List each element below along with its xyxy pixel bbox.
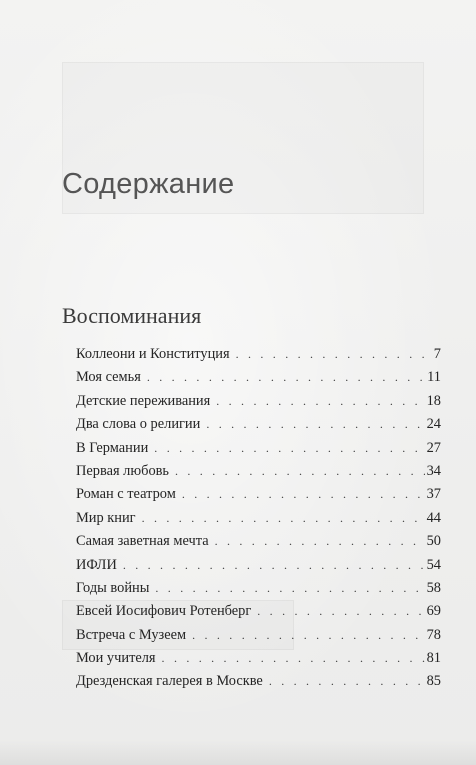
toc-entry [76, 600, 441, 623]
toc-entry-title: Самая заветная мечта [76, 533, 209, 550]
toc-entry-page: 37 [426, 486, 441, 503]
toc-entry-title: В Германии [76, 439, 149, 456]
toc-entry [76, 507, 441, 530]
toc-entry-page: 24 [426, 416, 441, 433]
toc-entry-page: 44 [426, 509, 441, 526]
toc-entry-page: 18 [426, 392, 441, 409]
dot-leader [215, 530, 425, 553]
dot-leader [236, 343, 432, 366]
toc-entry [76, 343, 441, 366]
dot-leader [154, 437, 424, 460]
toc-entry-title: Два слова о религии [76, 416, 201, 433]
toc-entry-title: Мои учителя [76, 650, 156, 667]
toc-entry-page: 81 [426, 650, 441, 667]
dot-leader [142, 507, 425, 530]
dot-leader [216, 390, 424, 413]
toc-entry [76, 647, 441, 670]
toc-entry-page: 85 [426, 673, 441, 690]
page-bottom-shadow [0, 739, 476, 765]
toc-entry-title: ИФЛИ [76, 556, 117, 573]
dot-leader [147, 366, 425, 389]
toc-entry [76, 624, 441, 647]
toc-entry-page: 50 [426, 533, 441, 550]
toc-entry-page: 11 [427, 369, 441, 386]
toc-entry [76, 390, 441, 413]
toc-entry-title: Детские переживания [76, 392, 211, 409]
dot-leader [206, 413, 424, 436]
toc-entry-page: 69 [426, 603, 441, 620]
dot-leader [182, 483, 425, 506]
toc-entry-page: 34 [426, 462, 441, 479]
dot-leader [257, 600, 424, 623]
toc-entry-title: Первая любовь [76, 462, 169, 479]
dot-leader [162, 647, 425, 670]
toc-entry [76, 366, 441, 389]
toc-entry [76, 554, 441, 577]
toc-entry-title: Коллеони и Конституция [76, 346, 230, 362]
toc-entry [76, 437, 441, 460]
toc-entry [76, 530, 441, 553]
toc-entry-title: Роман с театром [76, 486, 176, 503]
toc-entry-title: Годы войны [76, 579, 150, 596]
toc-entry [76, 460, 441, 483]
dot-leader [269, 670, 425, 693]
toc-entry-title: Дрезденская галерея в Москве [76, 673, 263, 690]
dot-leader [175, 460, 425, 483]
toc-entry-page: 78 [426, 626, 441, 643]
dot-leader [192, 624, 425, 647]
dot-leader [155, 577, 424, 600]
toc-entry-page: 54 [426, 556, 441, 573]
toc-entry-title: Встреча с Музеем [76, 626, 187, 643]
toc-entry [76, 483, 441, 506]
toc-entry-page: 7 [433, 346, 441, 362]
toc-entry-title: Евсей Иосифович Ротенберг [76, 603, 252, 620]
toc-entry [76, 670, 441, 693]
table-of-contents [76, 343, 441, 694]
dot-leader [123, 554, 425, 577]
toc-entry-page: 58 [426, 579, 441, 596]
toc-entry [76, 413, 441, 436]
section-title: Воспоминания [62, 303, 202, 328]
toc-entry-title: Моя семья [76, 369, 141, 386]
toc-entry-page: 27 [426, 439, 441, 456]
page-title: Содержание [62, 168, 235, 200]
toc-entry [76, 577, 441, 600]
toc-entry-title: Мир книг [76, 509, 136, 526]
